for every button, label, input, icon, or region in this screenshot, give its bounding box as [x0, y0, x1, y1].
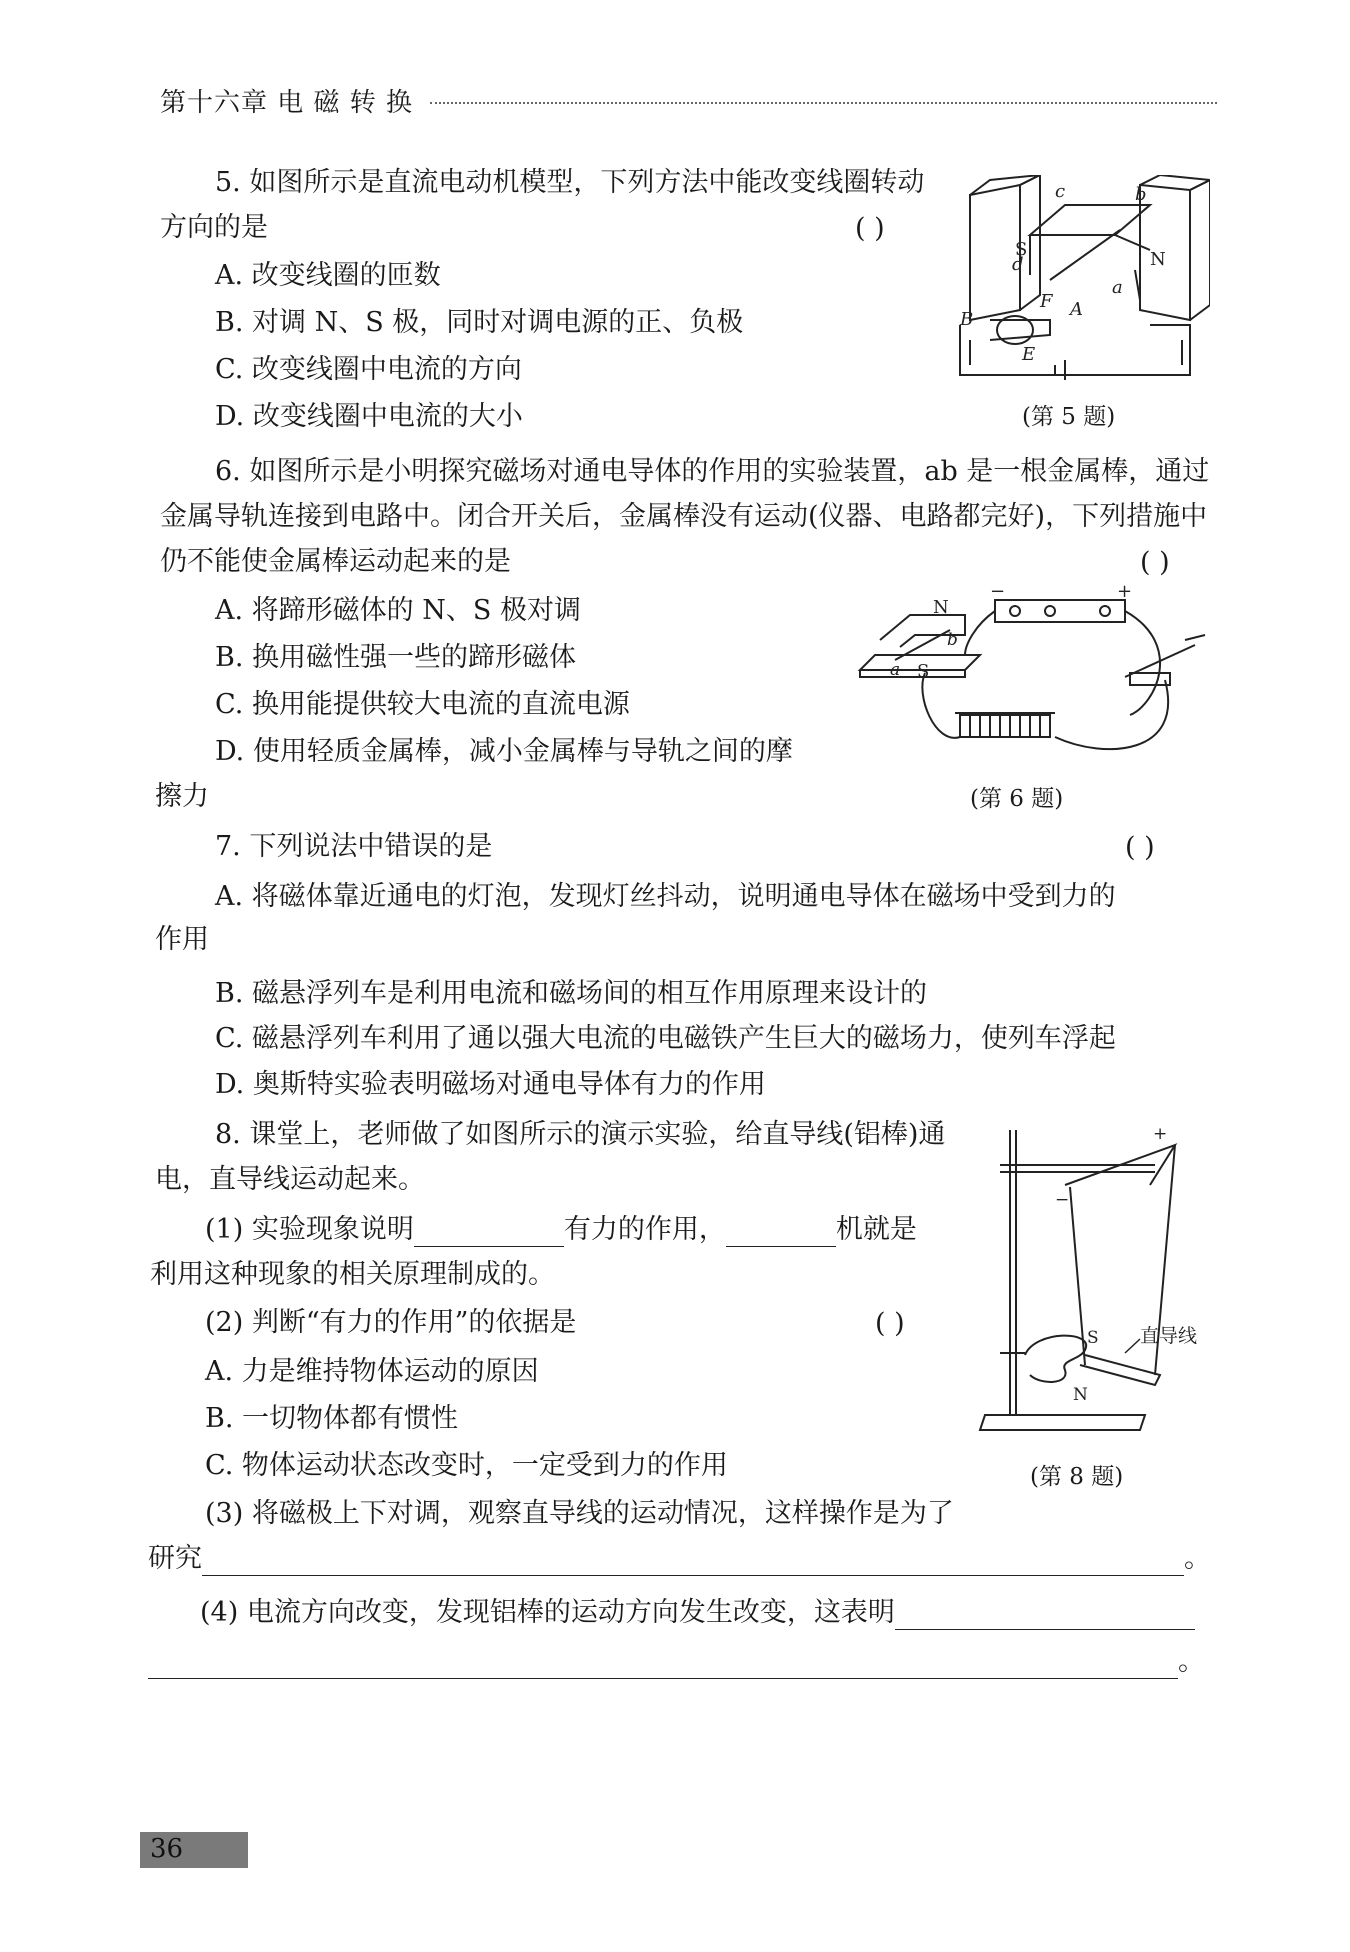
- q5-option-c: C. 改变线圈中电流的方向: [215, 354, 522, 385]
- q8-apparatus-figure: [975, 1125, 1210, 1445]
- q5-label-a: a: [1112, 277, 1123, 298]
- q6-stem-line2: 金属导轨连接到电路中。闭合开关后，金属棒没有运动(仪器、电路都完好)，下列措施中: [160, 501, 1208, 532]
- q5-option-a: A. 改变线圈的匝数: [215, 260, 441, 291]
- q8-subq4-period: 。: [1178, 1646, 1205, 1677]
- q8-figure-caption: (第 8 题): [1030, 1464, 1124, 1490]
- page-number: 36: [150, 1834, 184, 1864]
- q6-option-c: C. 换用能提供较大电流的直流电源: [215, 689, 630, 720]
- q7-stem: 7. 下列说法中错误的是: [215, 831, 493, 862]
- q8-label-straight-wire: 直导线: [1140, 1325, 1198, 1347]
- q8-label-s: S: [1087, 1328, 1099, 1348]
- q8-subq4-line2: [148, 1645, 1205, 1679]
- q6-label-plus: +: [1117, 585, 1133, 602]
- q7-option-a-line1: A. 将磁体靠近通电的灯泡，发现灯丝抖动，说明通电导体在磁场中受到力的: [215, 881, 1116, 912]
- q6-label-a: a: [890, 660, 901, 680]
- q5-figure-caption: (第 5 题): [1022, 404, 1116, 430]
- q5-option-b: B. 对调 N、S 极，同时对调电源的正、负极: [215, 307, 744, 338]
- q6-figure-caption: (第 6 题): [970, 786, 1064, 812]
- q5-label-n-pole: N: [1150, 249, 1166, 270]
- q8-subq3-text: 研究: [148, 1543, 202, 1574]
- q8-label-n: N: [1073, 1385, 1088, 1405]
- q8-blank-3[interactable]: [202, 1549, 1184, 1576]
- q8-stem-line2: 电，直导线运动起来。: [155, 1164, 425, 1195]
- chapter-header: 第十六章 电 磁 转 换: [160, 88, 414, 118]
- q8-stem-line1: 8. 课堂上，老师做了如图所示的演示实验，给直导线(铝棒)通: [215, 1119, 946, 1150]
- q5-label-d: d: [1012, 254, 1024, 275]
- q8-blank-2[interactable]: [726, 1220, 836, 1247]
- q5-label-b: b: [1135, 184, 1147, 205]
- q5-stem-line1: 5. 如图所示是直流电动机模型，下列方法中能改变线圈转动: [215, 167, 925, 198]
- q8-option-a: A. 力是维持物体运动的原因: [205, 1356, 539, 1387]
- q6-option-d-line1: D. 使用轻质金属棒，减小金属棒与导轨之间的摩: [215, 736, 793, 767]
- q6-option-d-line2: 擦力: [155, 781, 209, 812]
- q8-subq1-text-c: 机就是: [835, 1214, 917, 1245]
- q8-subq2: (2) 判断“有力的作用”的依据是: [205, 1307, 577, 1338]
- q5-motor-figure: [950, 175, 1210, 390]
- q8-blank-1[interactable]: [414, 1220, 564, 1247]
- q8-subq4-text: (4) 电流方向改变，发现铝棒的运动方向发生改变，这表明: [200, 1597, 895, 1628]
- q7-option-c: C. 磁悬浮列车利用了通以强大电流的电磁铁产生巨大的磁场力，使列车浮起: [215, 1023, 1116, 1054]
- q5-label-a-brush: A: [1070, 299, 1083, 320]
- q8-subq3-line2: [148, 1542, 1211, 1576]
- q8-subq1-line2: 利用这种现象的相关原理制成的。: [150, 1259, 555, 1290]
- q8-option-b: B. 一切物体都有惯性: [205, 1403, 459, 1434]
- q6-answer-paren: ( ): [1140, 547, 1170, 578]
- q6-option-a: A. 将蹄形磁体的 N、S 极对调: [215, 595, 581, 626]
- q6-label-n: N: [933, 597, 949, 618]
- q8-blank-4b[interactable]: [148, 1652, 1178, 1679]
- q8-label-plus: +: [1153, 1125, 1168, 1144]
- q8-subq4-line1: [200, 1596, 1195, 1630]
- q8-option-c: C. 物体运动状态改变时，一定受到力的作用: [205, 1450, 728, 1481]
- q6-label-s: S: [917, 661, 930, 682]
- q6-stem-line3: 仍不能使金属棒运动起来的是: [160, 546, 511, 577]
- header-divider: [430, 102, 1217, 104]
- q8-subq1-text-a: (1) 实验现象说明: [205, 1214, 414, 1245]
- q5-label-f: F: [1040, 291, 1053, 312]
- q5-answer-paren: ( ): [855, 213, 885, 244]
- q7-option-a-line2: 作用: [155, 924, 209, 955]
- q5-label-s-pole: S: [1015, 239, 1028, 260]
- q7-option-b: B. 磁悬浮列车是利用电流和磁场间的相互作用原理来设计的: [215, 978, 928, 1009]
- q6-option-b: B. 换用磁性强一些的蹄形磁体: [215, 642, 577, 673]
- q7-option-d: D. 奥斯特实验表明磁场对通电导体有力的作用: [215, 1069, 766, 1100]
- q5-label-c: c: [1055, 181, 1066, 202]
- q8-label-minus: −: [1055, 1190, 1070, 1210]
- q8-subq2-paren: ( ): [875, 1308, 905, 1339]
- q8-blank-4a[interactable]: [895, 1603, 1195, 1630]
- q8-subq1-text-b: 有力的作用，: [563, 1214, 726, 1245]
- q5-option-d: D. 改变线圈中电流的大小: [215, 401, 523, 432]
- q6-label-minus: −: [990, 585, 1006, 602]
- q8-subq3-period: 。: [1184, 1543, 1211, 1574]
- q8-subq3-line1: (3) 将磁极上下对调，观察直导线的运动情况，这样操作是为了: [205, 1498, 954, 1529]
- q6-apparatus-figure: [855, 585, 1215, 775]
- q8-subq1-line1: [205, 1213, 917, 1247]
- q7-answer-paren: ( ): [1125, 832, 1155, 863]
- q6-stem-line1: 6. 如图所示是小明探究磁场对通电导体的作用的实验装置，ab 是一根金属棒，通过: [215, 456, 1210, 487]
- q6-label-b: b: [947, 630, 958, 650]
- q5-label-b-brush: B: [960, 309, 974, 330]
- q5-stem-line2: 方向的是: [160, 212, 268, 243]
- q5-label-e: E: [1022, 344, 1036, 365]
